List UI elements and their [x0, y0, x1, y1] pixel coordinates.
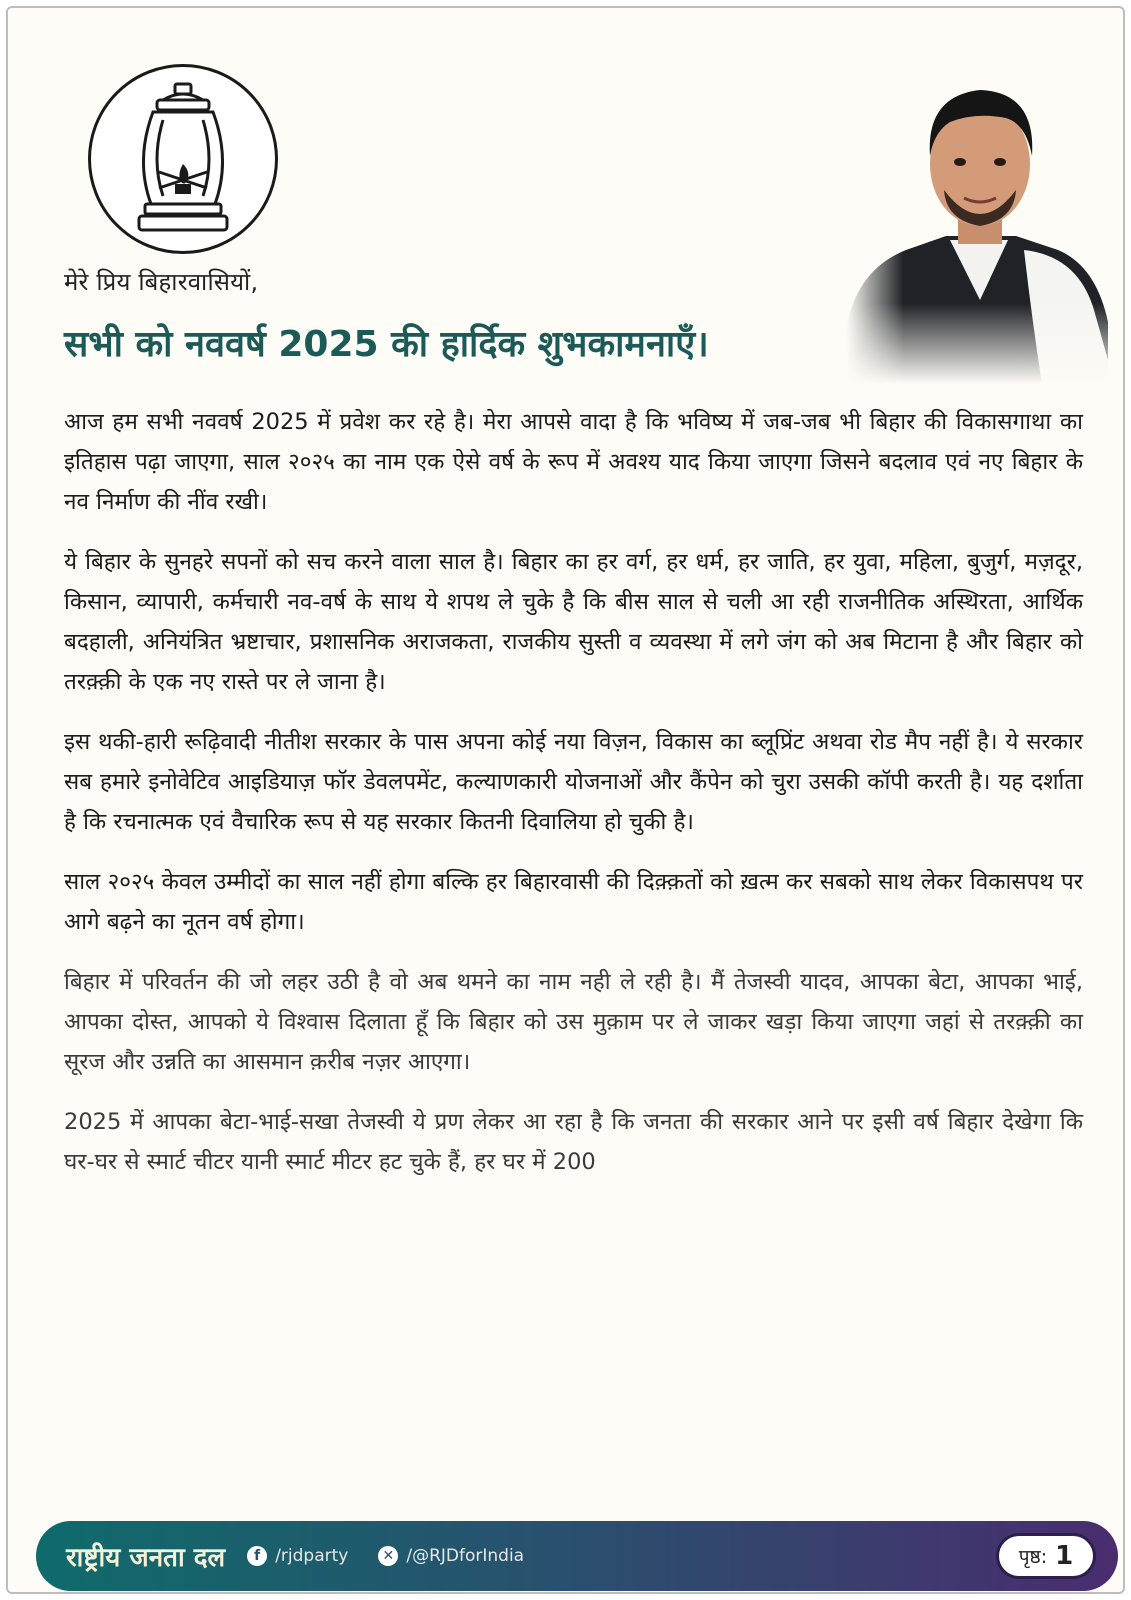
new-year-greeting: सभी को नववर्ष 2025 की हार्दिक शुभकामनाएँ। — [64, 324, 709, 365]
paragraph: इस थकी-हारी रूढ़िवादी नीतीश सरकार के पास अपना कोई नया विज़न, विकास का ब्लूप्रिंट अथवा रोड मैप नहीं है। ये सरकार सब हमारे इनोवेटिव आइडियाज़ फॉर डेवलपमेंट, कल्याणकारी योजनाओं और कैंपेन को चुरा उसकी कॉपी करती है। यह दर्शाता है कि रचनात्मक एवं वैचारिक रूप से यह सरकार कितनी दिवालिया हो चुकी है। — [64, 729, 1083, 835]
x-link[interactable] — [378, 1546, 524, 1566]
party-logo — [88, 64, 278, 254]
page-indicator — [996, 1533, 1096, 1579]
x-icon: ✕ — [378, 1546, 398, 1566]
paragraph: आज हम सभी नववर्ष 2025 में प्रवेश कर रहे है। मेरा आपसे वादा है कि भविष्य में जब-जब भी बिहार की विकासगाथा का इतिहास पढ़ा जाएगा, साल २०२५ का नाम एक ऐसे वर्ष के रूप में अवश्य याद किया जाएगा जिसने बदलाव एवं नए बिहार के नव निर्माण की नींव रखी। — [64, 409, 1083, 515]
paragraph: साल २०२५ केवल उम्मीदों का साल नहीं होगा बल्कि हर बिहारवासी की दिक़्क़तों को ख़त्म कर सबको साथ लेकर विकासपथ पर आगे बढ़ने का नूतन वर्ष होगा। — [64, 869, 1083, 935]
letter-body — [64, 402, 1083, 1202]
paragraph: ये बिहार के सुनहरे सपनों को सच करने वाला साल है। बिहार का हर वर्ग, हर धर्म, हर जाति, हर युवा, महिला, बुजुर्ग, मज़दूर, किसान, व्यापारी, कर्मचारी नव-वर्ष के साथ ये शपथ ले चुके है कि बीस साल से चली आ रही राजनीतिक अस्थिरता, आर्थिक बदहाली, अनियंत्रित भ्रष्टाचार, प्रशासनिक अराजकता, राजकीय सुस्ती व व्यवस्था में लगे जंग को अब मिटाना है और बिहार को तरक़्क़ी के एक नए रास्ते पर ले जाना है। — [64, 549, 1083, 695]
paragraph: 2025 में आपका बेटा-भाई-सखा तेजस्वी ये प्रण लेकर आ रहा है कि जनता की सरकार आने पर इसी वर्ष बिहार देखेगा कि घर-घर से स्मार्ट चीटर यानी स्मार्ट मीटर हट चुके हैं, हर घर में 200 — [64, 1109, 1083, 1175]
facebook-link[interactable] — [247, 1546, 348, 1566]
x-handle: /@RJDforIndia — [406, 1546, 525, 1566]
letter-page — [6, 6, 1125, 1594]
page-number: 1 — [1055, 1541, 1074, 1571]
facebook-icon: f — [247, 1546, 267, 1566]
salutation: मेरे प्रिय बिहारवासियों, — [64, 268, 259, 296]
lantern-icon — [123, 80, 243, 238]
facebook-handle: /rjdparty — [275, 1546, 349, 1566]
leader-portrait — [846, 60, 1108, 384]
portrait-photo — [846, 60, 1108, 384]
party-name: राष्ट्रीय जनता दल — [66, 1543, 226, 1573]
paragraph: बिहार में परिवर्तन की जो लहर उठी है वो अब थमने का नाम नही ले रही है। मैं तेजस्वी यादव, आपका बेटा, आपका भाई, आपका दोस्त, आपको ये विश्वास दिलाता हूँ कि बिहार को उस मुक़ाम पर ले जाकर खड़ा किया जाएगा जहां से तरक़्क़ी का सूरज और उन्नति का आसमान क़रीब नज़र आएगा। — [64, 969, 1083, 1075]
page-label: पृष्ठ: — [1018, 1546, 1048, 1568]
footer-bar — [36, 1521, 1118, 1591]
